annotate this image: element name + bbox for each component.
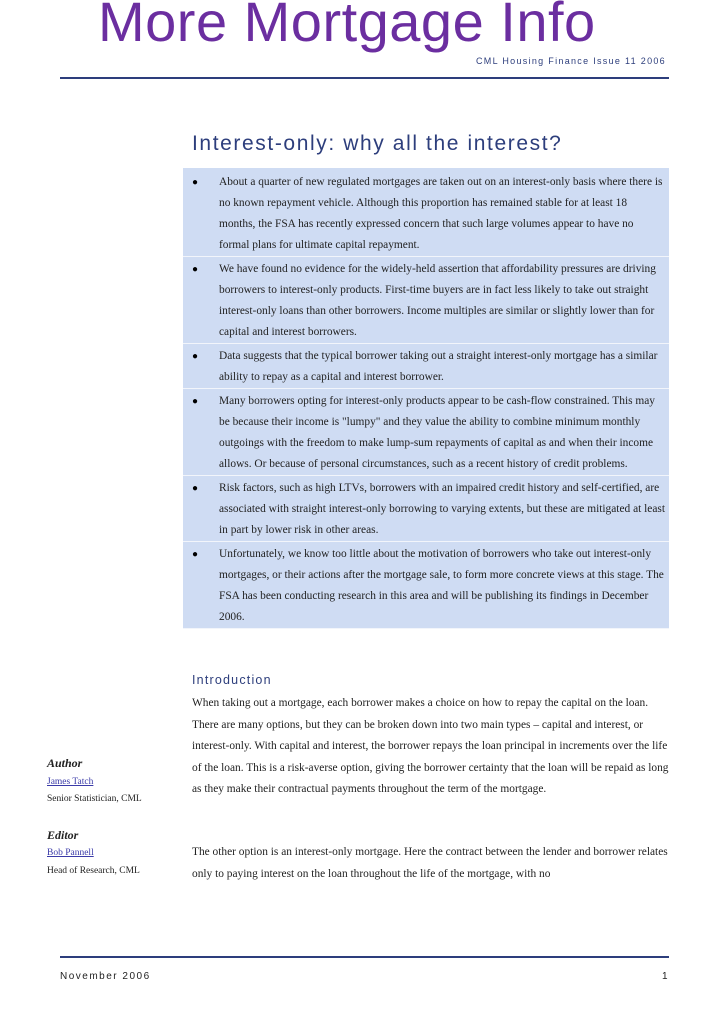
summary-point-text: Many borrowers opting for interest-only products appear to be cash-flow constrained. This may be because their income is "lumpy" and they value the ability to combine minimum monthly outgoings with the freedom to make lump-sum repayments of capital as and when their income allows. Or because of personal circumstances, such as a recent history of credit problems. <box>219 395 655 470</box>
summary-point <box>183 476 669 542</box>
intro-paragraph: The other option is an interest-only mortgage. Here the contract between the lender and borrower relates only to paying interest on the loan throughout the life of the mortgage, with no <box>192 846 668 880</box>
summary-point-text: Data suggests that the typical borrower taking out a straight interest-only mortgage has a similar ability to repay as a capital and interest borrower. <box>219 350 658 383</box>
header-rule <box>60 77 669 79</box>
bullet-icon: ● <box>192 177 199 188</box>
editor-role: Head of Research, CML <box>47 866 140 876</box>
editor-name-link[interactable]: Bob Pannell <box>47 848 94 858</box>
intro-paragraph: When taking out a mortgage, each borrower makes a choice on how to repay the capital on the loan. There are many options, but they can be broken down into two main types – capital and interest, or interest-only. With capital and interest, the borrower repays the loan principal in increments over the life of the loan. This is a risk-averse option, giving the borrower certainty that the loan will be repaid as long as they make their contractual payments throughout the term of the mortgage. <box>192 697 669 795</box>
summary-point-text: We have found no evidence for the widely-held assertion that affordability pressures are driving borrowers to interest-only products. First-time buyers are in fact less likely to take out straight interest-only loans than other borrowers. Income multiples are similar or slightly lower than for capital and interest borrowers. <box>219 263 656 338</box>
author-heading: Author <box>47 756 83 770</box>
summary-point <box>183 344 669 389</box>
summary-point <box>183 257 669 344</box>
summary-point-text: About a quarter of new regulated mortgages are taken out on an interest-only basis where there is no known repayment vehicle. Although this proportion has remained stable for at least 18 months, the FSA has recently expressed concern that such large volumes appear to have no formal plans for ultimate capital repayment. <box>219 176 663 251</box>
summary-point <box>183 170 669 257</box>
masthead-title: More Mortgage Info <box>98 0 596 53</box>
editor-heading: Editor <box>47 828 79 842</box>
author-name-link[interactable]: James Tatch <box>47 777 94 787</box>
summary-point-text: Unfortunately, we know too little about the motivation of borrowers who take out interest-only mortgages, or their actions after the mortgage sale, to form more concrete views at this stage. The FSA has been conducting research in this area and will be publishing its findings in December 2006. <box>219 548 664 623</box>
page-number: 1 <box>662 971 668 982</box>
issue-line: CML Housing Finance Issue 11 2006 <box>476 56 666 66</box>
bullet-icon: ● <box>192 483 199 494</box>
summary-box <box>183 168 669 629</box>
bullet-icon: ● <box>192 351 199 362</box>
summary-point <box>183 542 669 629</box>
summary-point <box>183 389 669 476</box>
bullet-icon: ● <box>192 549 199 560</box>
summary-point-text: Risk factors, such as high LTVs, borrowers with an impaired credit history and self-certified, are associated with straight interest-only borrowing to varying extents, but these are mitigated at least in part by lower risk in other areas. <box>219 482 666 536</box>
bullet-icon: ● <box>192 264 199 275</box>
introduction-heading: Introduction <box>192 673 272 687</box>
footer-rule <box>60 956 669 958</box>
article-title: Interest-only: why all the interest? <box>192 132 563 155</box>
footer-date: November 2006 <box>60 971 151 982</box>
author-role: Senior Statistician, CML <box>47 794 142 804</box>
bullet-icon: ● <box>192 396 199 407</box>
